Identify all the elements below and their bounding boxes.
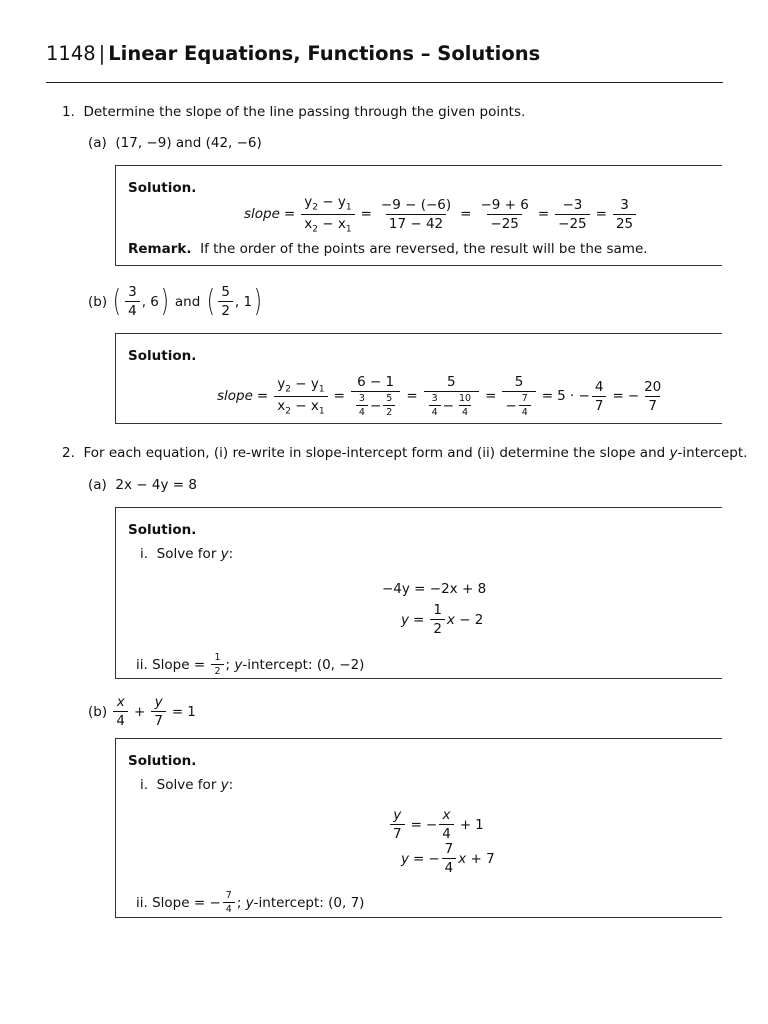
solution-heading: Solution. (128, 180, 197, 196)
solution-box-1a (115, 165, 722, 266)
header-separator: | (98, 42, 106, 65)
page-title: Linear Equations, Functions – Solutions (108, 42, 541, 65)
step-ii-2b: ii. Slope = − $\frac{7}{4}$ ; y -intercept: (0, 7) (136, 890, 365, 915)
problem-1b-points: (b) ( $\frac{3}{4}$ , 6 ) and ( $\frac{5}{2}$ , 1 ) (88, 283, 263, 319)
problem-1-prompt: 1. Determine the slope of the line passing through the given points. (62, 104, 526, 120)
equation-line-2-2a: y = $\frac{1}{2}$ x − 2 (401, 602, 484, 637)
equation-line-1-2a: −4y = −2x + 8 (382, 581, 487, 597)
solution-box-2a (115, 507, 722, 679)
solution-box-1b (115, 333, 722, 424)
step-i-2a: i. Solve for y: (140, 546, 234, 562)
slope-equation-1a: slope = $\frac{y_2 - y_1}{x_2 - x_1}$ = $\frac{-9 - (-6)}{17 - 42}$ = $\frac{-9 + 6}{-25}$ = $\frac{-3}{-25}$ = $\frac{3}{25}$ (244, 194, 638, 234)
solution-heading: Solution. (128, 522, 197, 538)
problem-2a-equation: (a) 2x − 4y = 8 (88, 477, 197, 493)
page-header (46, 42, 540, 65)
equation-line-2-2b: y = − $\frac{7}{4}$ x + 7 (401, 841, 495, 876)
remark-1a: Remark. If the order of the points are reversed, the result will be the same. (128, 241, 648, 257)
solution-box-2b (115, 738, 722, 918)
problem-1a-points: (a) (17, −9) and (42, −6) (88, 135, 262, 151)
solution-heading: Solution. (128, 753, 197, 769)
page-number: 1148 (46, 42, 96, 65)
header-rule (46, 82, 723, 83)
slope-equation-1b: slope = $\frac{y_2 - y_1}{x_2 - x_1}$ = 6 − 1 $\frac{3}{4}$ − $\frac{5}{2}$ = 5 $\frac{3}{4}$ − $\frac{10}{4}$ = 5 − $\frac{7}{4}$ = 5 · − $\frac{4}{7}$ = − $\frac{20}{7}$ (217, 374, 662, 418)
step-ii-2a: ii. Slope = $\frac{1}{2}$ ; y -intercept: (0, −2) (136, 652, 365, 677)
problem-2b-equation: (b) $\frac{x}{4}$ + $\frac{y}{7}$ = 1 (88, 694, 196, 729)
solution-heading: Solution. (128, 348, 197, 364)
problem-2-prompt: 2. For each equation, (i) re-write in slope-intercept form and (ii) determine the slope and y-intercept. (62, 445, 748, 461)
step-i-2b: i. Solve for y: (140, 777, 234, 793)
equation-line-1-2b: $\frac{y}{7}$ = − $\frac{x}{4}$ + 1 (388, 807, 484, 842)
